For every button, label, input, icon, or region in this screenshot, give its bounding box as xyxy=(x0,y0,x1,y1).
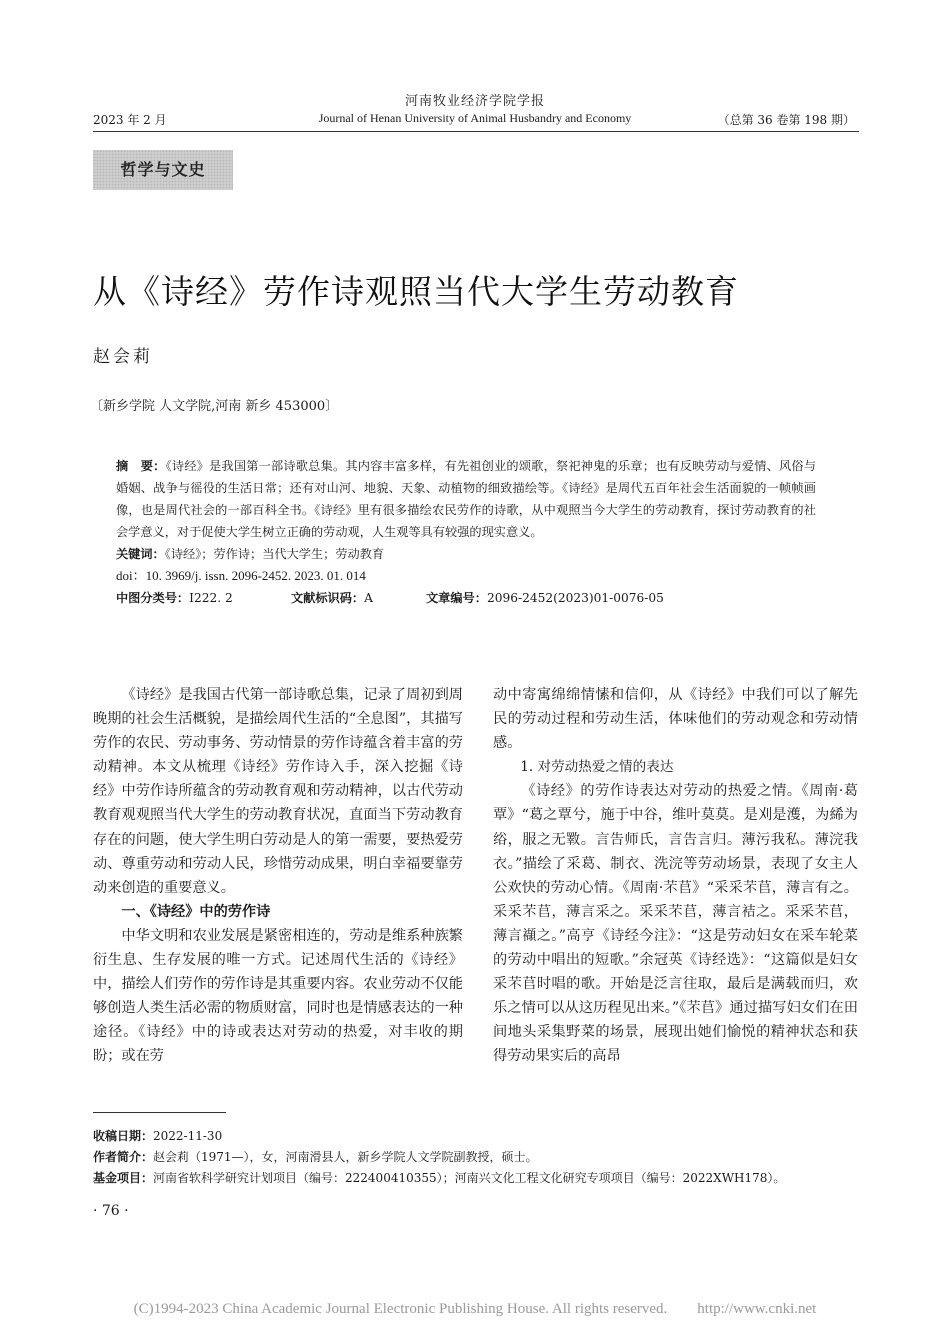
article-no: 2096-2452(2023)01-0076-05 xyxy=(486,591,664,605)
author-bio-label: 作者简介： xyxy=(93,1150,154,1164)
issue-date: 2023 年 2 月 xyxy=(93,113,167,127)
funding-line xyxy=(93,1168,863,1189)
subsection-heading: 1. 对劳动热爱之情的表达 xyxy=(520,759,674,776)
journal-name-cn: 河南牧业经济学院学报 xyxy=(404,94,545,109)
funding: 河南省软科学研究计划项目（编号：222400410355）；河南兴文化工程文化研究专项项目（编号：2022XWH178）。 xyxy=(153,1171,786,1185)
footnote-rule xyxy=(93,1112,226,1113)
footnotes xyxy=(93,1126,863,1189)
article-no-label: 文章编号： xyxy=(426,591,487,605)
doc-code-label: 文献标识码： xyxy=(291,591,365,605)
keywords-line xyxy=(116,543,816,565)
funding-label: 基金项目： xyxy=(93,1171,154,1185)
author-name: 赵会莉 xyxy=(93,347,153,367)
clc-code: I222. 2 xyxy=(189,591,233,605)
doi: doi：10. 3969/j. issn. 2096-2452. 2023. 01. 014 xyxy=(116,568,366,583)
keywords-label: 关键词： xyxy=(116,547,165,561)
body-column-right xyxy=(493,683,858,1069)
body-paragraph: 《诗经》是我国古代第一部诗歌总集，记录了周初到周晚期的社会生活概貌，是描绘周代生活的“全息图”，其描写劳作的农民、劳动事务、劳动情景的劳作诗蕴含着丰富的劳动精神。本文从梳理《诗经》劳作诗入手，深入挖掘《诗经》中劳作诗所蕴含的劳动教育观和劳动精神，以古代劳动教育观观照当代大学生的劳动教育状况，直面当下劳动教育存在的问题，使大学生明白劳动是人的第一需要，要热爱劳动、尊重劳动和劳动人民，珍惜劳动成果，明白幸福要靠劳动来创造的重要意义。 xyxy=(93,687,463,896)
section-tag: 哲学与文史 xyxy=(93,150,233,190)
received-date: 2022-11-30 xyxy=(153,1129,223,1143)
page-number: · 76 · xyxy=(93,1203,129,1219)
received-date-line xyxy=(93,1126,863,1147)
volume-info: （总第 36 卷第 198 期） xyxy=(717,113,855,127)
copyright-watermark: (C)1994-2023 China Academic Journal Electronic Publishing House. All rights reserved. http://www.cnki.net xyxy=(133,1301,817,1317)
keywords: 《诗经》；劳作诗；当代大学生；劳动教育 xyxy=(164,547,385,561)
abstract-label: 摘 要： xyxy=(116,459,166,473)
clc-label: 中图分类号： xyxy=(116,591,190,605)
section-heading: 一、《诗经》中的劳作诗 xyxy=(121,903,271,920)
body-paragraph: 动中寄寓绵绵情愫和信仰，从《诗经》中我们可以了解先民的劳动过程和劳动生活，体味他们的劳动观念和劳动情感。 xyxy=(493,687,858,752)
affiliation: 〔新乡学院 人文学院,河南 新乡 453000〕 xyxy=(90,399,339,414)
body-paragraph: 《诗经》的劳作诗表达对劳动的热爱之情。《周南·葛覃》“葛之覃兮，施于中谷，维叶莫莫。是刈是濩，为絺为绤，服之无斁。言告师氏，言告言归。薄污我私。薄浣我衣。”描绘了采葛、制衣、洗浣等劳动场景，表现了女主人公欢快的劳动心情。《周南·芣苢》“采采芣苢，薄言有之。采采芣苢，薄言采之。采采芣苢，薄言袺之。采采芣苢，薄言襭之。”高亨《诗经今注》：“这是劳动妇女在采车轮菜的劳动中唱出的短歌。”余冠英《诗经选》：“这篇似是妇女采芣苢时唱的歌。开始是泛言往取，最后是满载而归，欢乐之情可以从这历程见出来。”《芣苢》通过描写妇女们在田间地头采集野菜的场景，展现出她们愉悦的精神状态和获得劳动果实后的高昂 xyxy=(493,783,858,1065)
author-bio: 赵会莉（1971—），女，河南滑县人，新乡学院人文学院副教授，硕士。 xyxy=(153,1150,538,1164)
header-rule xyxy=(93,131,859,132)
journal-name-en: Journal of Henan University of Animal Husbandry and Economy xyxy=(318,111,632,125)
abstract-block xyxy=(116,455,816,609)
received-label: 收稿日期： xyxy=(93,1129,154,1143)
body-column-left xyxy=(93,683,463,1069)
abstract-paragraph xyxy=(116,455,816,543)
body-paragraph: 中华文明和农业发展是紧密相连的，劳动是维系种族繁衍生息、生存发展的唯一方式。记述周代生活的《诗经》中，描绘人们劳作的劳作诗是其重要内容。农业劳动不仅能够创造人类生活必需的物质财富，同时也是情感表达的一种途径。《诗经》中的诗或表达对劳动的热爱，对丰收的期盼；或在劳 xyxy=(93,927,463,1065)
classification-line xyxy=(116,587,816,609)
abstract-text: 《诗经》是我国第一部诗歌总集。其内容丰富多样，有先祖创业的颂歌，祭祀神鬼的乐章；也有反映劳动与爱情、风俗与婚姻、战争与徭役的生活日常；还有对山河、地貌、天象、动植物的细致描绘等。《诗经》是周代五百年社会生活面貌的一帧帧画像，也是周代社会的一部百科全书。《诗经》里有很多描绘农民劳作的诗歌，从中观照当今大学生的劳动教育，探讨劳动教育的社会学意义，对于促使大学生树立正确的劳动观，人生观等具有较强的现实意义。 xyxy=(116,459,817,539)
author-bio-line xyxy=(93,1147,863,1168)
doc-code: A xyxy=(364,591,373,605)
paper-title: 从《诗经》劳作诗观照当代大学生劳动教育 xyxy=(93,272,739,311)
